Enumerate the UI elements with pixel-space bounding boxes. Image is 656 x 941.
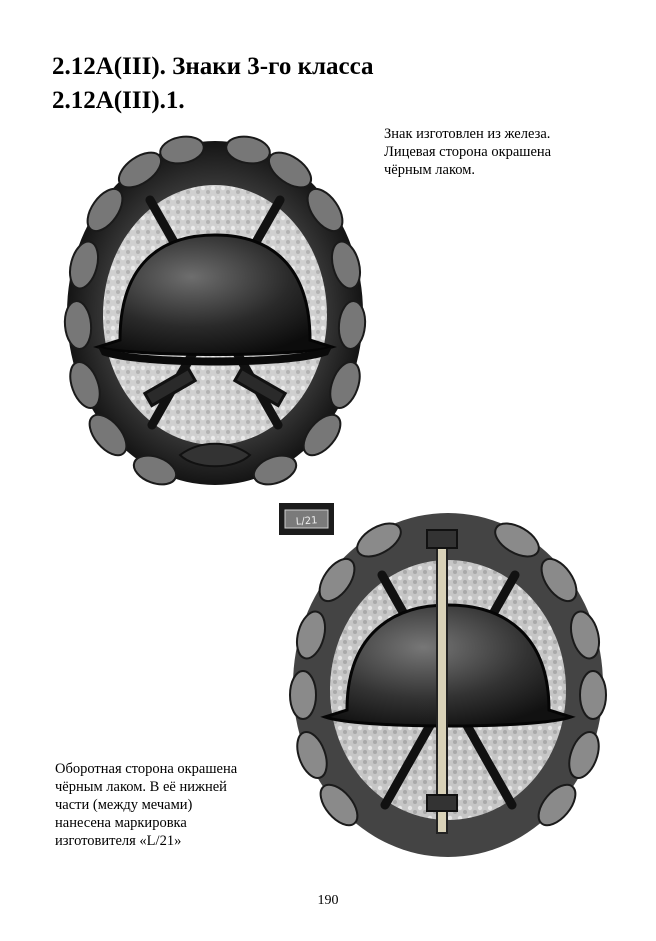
front-caption-line: Лицевая сторона окрашена <box>384 144 552 160</box>
back-caption-line: нанесена маркировка <box>55 815 187 831</box>
badge-back-photo <box>287 505 609 865</box>
front-caption <box>384 125 614 179</box>
pin-catch <box>427 795 457 811</box>
back-caption-line: чёрным лаком. В её нижней <box>55 779 227 795</box>
pin-bar <box>437 533 447 833</box>
front-badge-group <box>63 133 367 489</box>
back-caption-line: Оборотная сторона окрашена <box>55 761 238 777</box>
page-number: 190 <box>317 893 339 908</box>
front-caption-line: Знак изготовлен из железа. <box>384 126 551 142</box>
back-badge-group <box>290 513 606 857</box>
badge-front-photo <box>60 125 370 495</box>
back-caption-line: части (между мечами) <box>55 797 193 813</box>
pin-hinge <box>427 530 457 548</box>
front-caption-line: чёрным лаком. <box>384 162 476 178</box>
maker-mark-photo <box>279 503 334 535</box>
section-title: 2.12А(III). Знаки 3-го класса <box>52 53 374 80</box>
back-caption <box>55 760 265 850</box>
maker-mark-text: L/21 <box>295 515 318 528</box>
back-caption-line: изготовителя «L/21» <box>55 833 182 849</box>
subsection-title: 2.12А(III).1. <box>52 87 185 114</box>
